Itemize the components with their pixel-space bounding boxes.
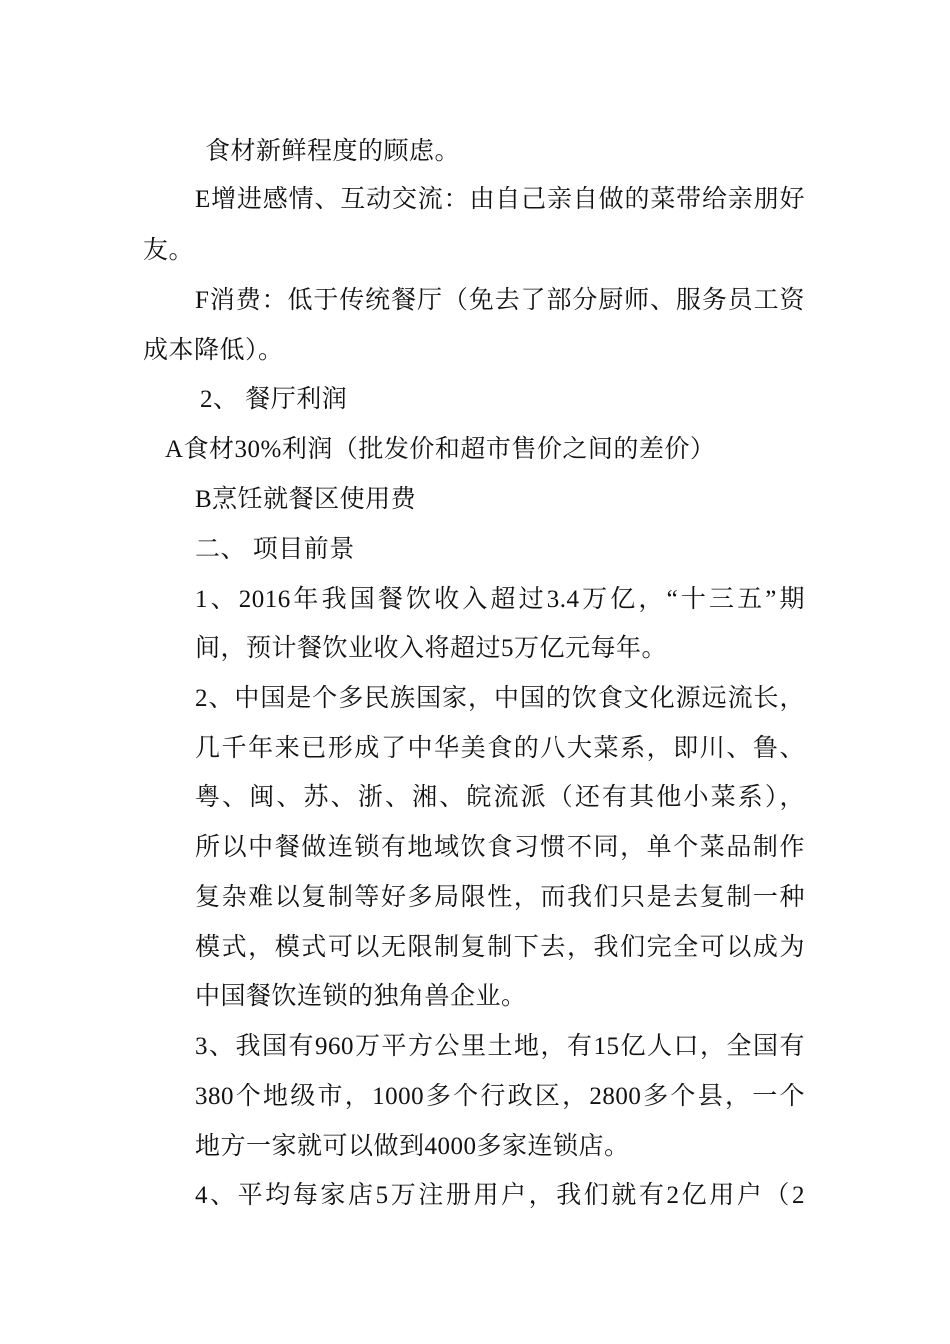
text-line: 粤、闽、苏、浙、湘、皖流派（还有其他小菜系）， [195,784,805,811]
text-line: 成本降低）。 [143,337,284,364]
text-line: 4、平均每家店5万注册用户，我们就有2亿用户（2 [195,1182,805,1209]
text-line: 几千年来已形成了中华美食的八大菜系，即川、鲁、 [195,735,805,762]
text-line: 复杂难以复制等好多局限性，而我们只是去复制一种 [195,884,805,911]
text-line: B烹饪就餐区使用费 [195,486,417,513]
text-line: 地方一家就可以做到4000多家连锁店。 [195,1133,630,1160]
text-line: 3、我国有960万平方公里土地，有15亿人口，全国有 [195,1033,805,1060]
text-line: 友。 [143,237,195,264]
text-line: 模式，模式可以无限制复制下去，我们完全可以成为 [195,934,805,961]
section-heading: 二、 项目前景 [195,536,355,563]
text-line: 2、中国是个多民族国家，中国的饮食文化源远流长， [195,685,805,712]
section-heading: 2、 餐厅利润 [200,386,348,413]
text-line: 380个地级市，1000多个行政区，2800多个县，一个 [195,1083,805,1110]
text-line: 间，预计餐饮业收入将超过5万亿元每年。 [195,635,668,662]
text-line: A食材30%利润（批发价和超市售价之间的差价） [165,436,716,463]
text-line: 所以中餐做连锁有地域饮食习惯不同，单个菜品制作 [195,834,805,861]
text-line: 食材新鲜程度的顾虑。 [205,138,461,165]
text-line: E增进感情、互动交流：由自己亲自做的菜带给亲朋好 [195,186,805,213]
text-line: 中国餐饮连锁的独角兽企业。 [195,983,527,1010]
text-line: 1、2016年我国餐饮收入超过3.4万亿，“十三五”期 [195,586,805,613]
text-line: F消费：低于传统餐厅（免去了部分厨师、服务员工资 [195,287,805,314]
